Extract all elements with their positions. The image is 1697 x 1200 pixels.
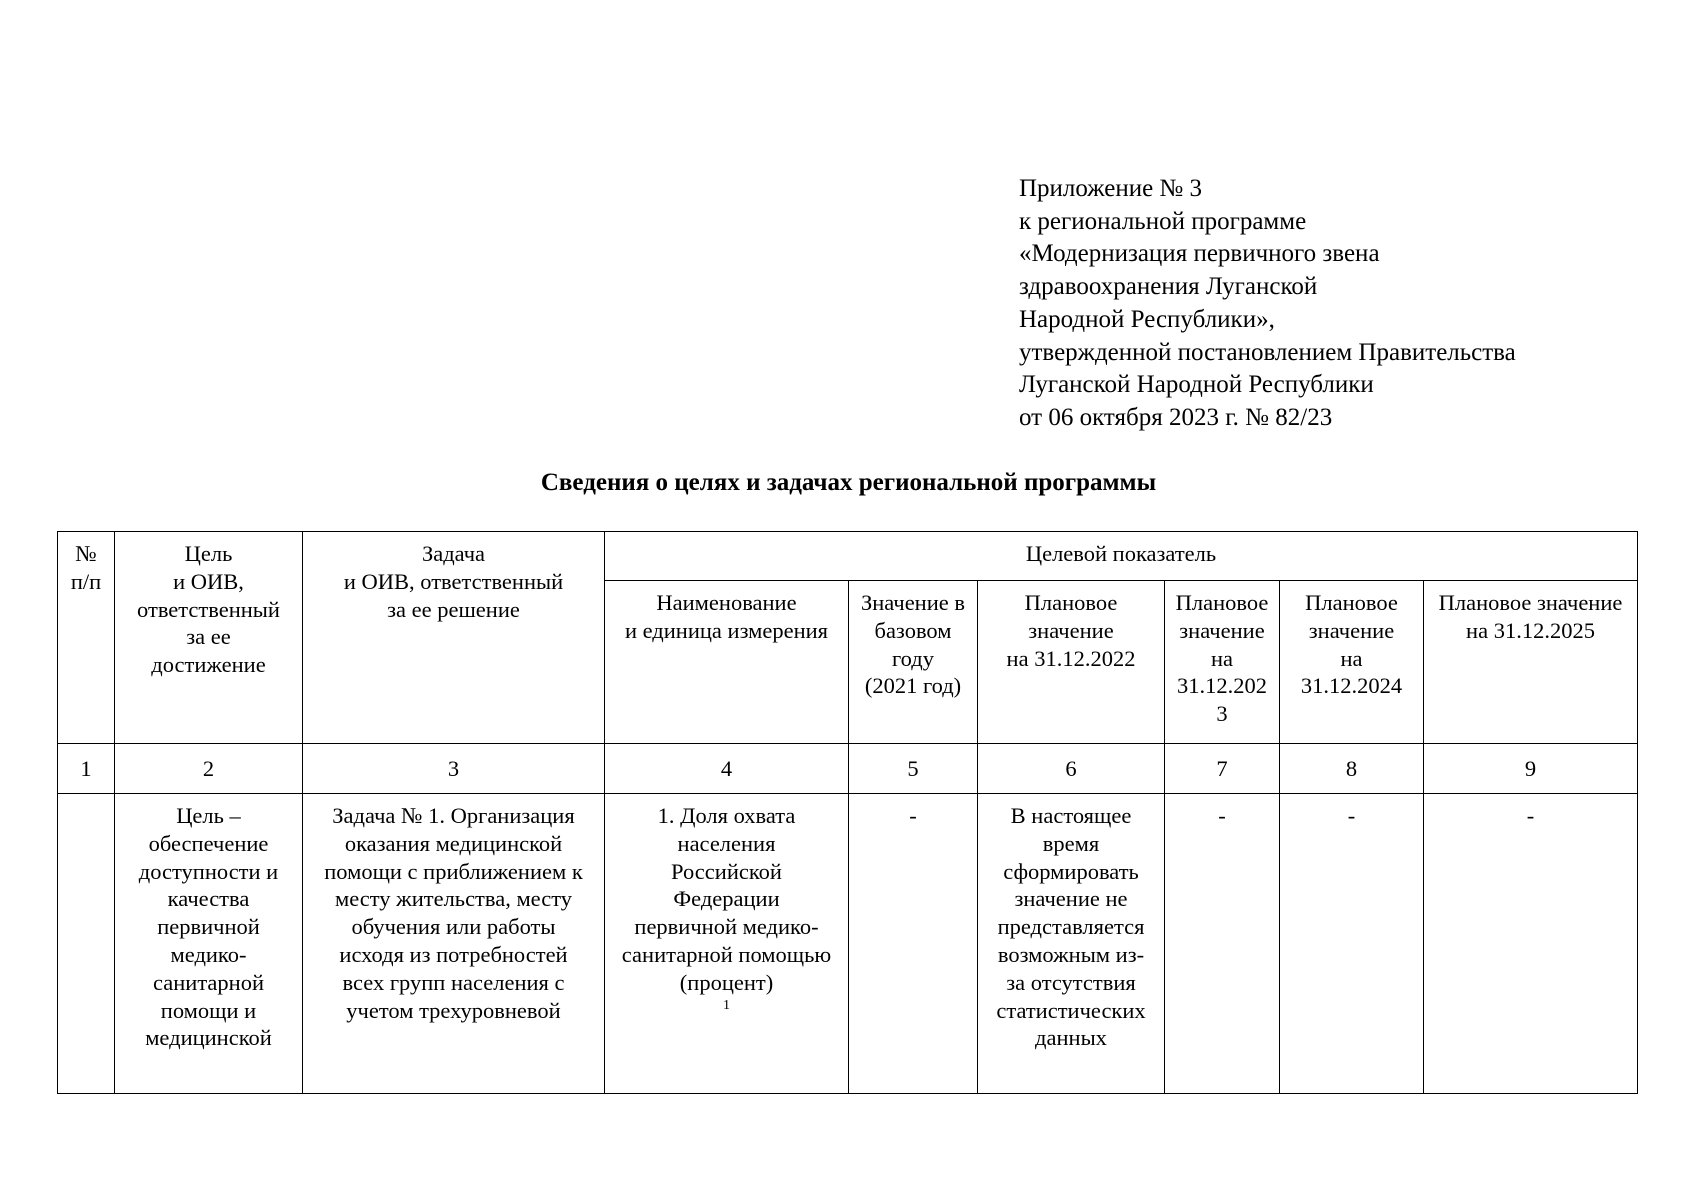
- column-number: 3: [303, 744, 605, 794]
- approval-block: [1019, 173, 1516, 435]
- column-number: 7: [1165, 744, 1280, 794]
- column-number: 5: [849, 744, 978, 794]
- row-plan-2025: -: [1424, 794, 1638, 1094]
- row-goal: Цель – обеспечение доступности и качества первичной медико- санитарной помощи и медицинской: [115, 794, 303, 1094]
- header-plan-2023: Плановое значение на 31.12.202 3: [1165, 581, 1280, 744]
- row-indicator-name: 1. Доля охвата населения Российской Федерации первичной медико- санитарной помощью (процент) $^1$: [605, 794, 849, 1094]
- column-number: 1: [58, 744, 115, 794]
- header-num: № п/п: [58, 532, 115, 744]
- header-task: Задача и ОИВ, ответственный за ее решение: [303, 532, 605, 744]
- unit-text: (процент): [679, 969, 774, 995]
- approval-line: Луганской Народной Республики: [1019, 371, 1374, 399]
- row-plan-2022: В настоящее время сформировать значение не представляется возможным из- за отсутствия статистических данных: [978, 794, 1165, 1094]
- row-plan-2023: -: [1165, 794, 1280, 1094]
- approval-line: здравоохранения Луганской: [1019, 273, 1318, 301]
- row-base-value: -: [849, 794, 978, 1094]
- column-number-row: [58, 744, 1638, 794]
- header-indicator-group: Целевой показатель: [605, 532, 1638, 581]
- approval-line: утвержденной постановлением Правительства: [1019, 338, 1516, 366]
- approval-line: Народной Республики»,: [1019, 305, 1275, 333]
- header-plan-2022: Плановое значение на 31.12.2022: [978, 581, 1165, 744]
- approval-line: к региональной программе: [1019, 207, 1307, 235]
- footnote-marker: 1: [723, 997, 730, 1013]
- row-task: Задача № 1. Организация оказания медицинской помощи с приближением к месту жительства, месту обучения или работы исходя из потребностей всех групп населения с учетом трехуровневой: [303, 794, 605, 1094]
- document-title: Сведения о целях и задачах региональной программы: [540, 469, 1157, 496]
- table-row: [58, 794, 1638, 1094]
- header-row-1: [58, 532, 1638, 581]
- header-indicator-name: Наименование и единица измерения: [605, 581, 849, 744]
- column-number: 9: [1424, 744, 1638, 794]
- column-number: 4: [605, 744, 849, 794]
- header-goal: Цель и ОИВ, ответственный за ее достижение: [115, 532, 303, 744]
- header-plan-2024: Плановое значение на 31.12.2024: [1280, 581, 1424, 744]
- approval-line: от 06 октября 2023 г. № 82/23: [1019, 403, 1333, 431]
- column-number: 6: [978, 744, 1165, 794]
- column-number: 2: [115, 744, 303, 794]
- approval-line: «Модернизация первичного звена: [1019, 240, 1380, 268]
- goals-table: [57, 531, 1638, 1094]
- header-plan-2025: Плановое значение на 31.12.2025: [1424, 581, 1638, 744]
- approval-line: Приложение № 3: [1019, 175, 1203, 202]
- row-num: [58, 794, 115, 1094]
- row-plan-2024: -: [1280, 794, 1424, 1094]
- column-number: 8: [1280, 744, 1424, 794]
- header-base-value: Значение в базовом году (2021 год): [849, 581, 978, 744]
